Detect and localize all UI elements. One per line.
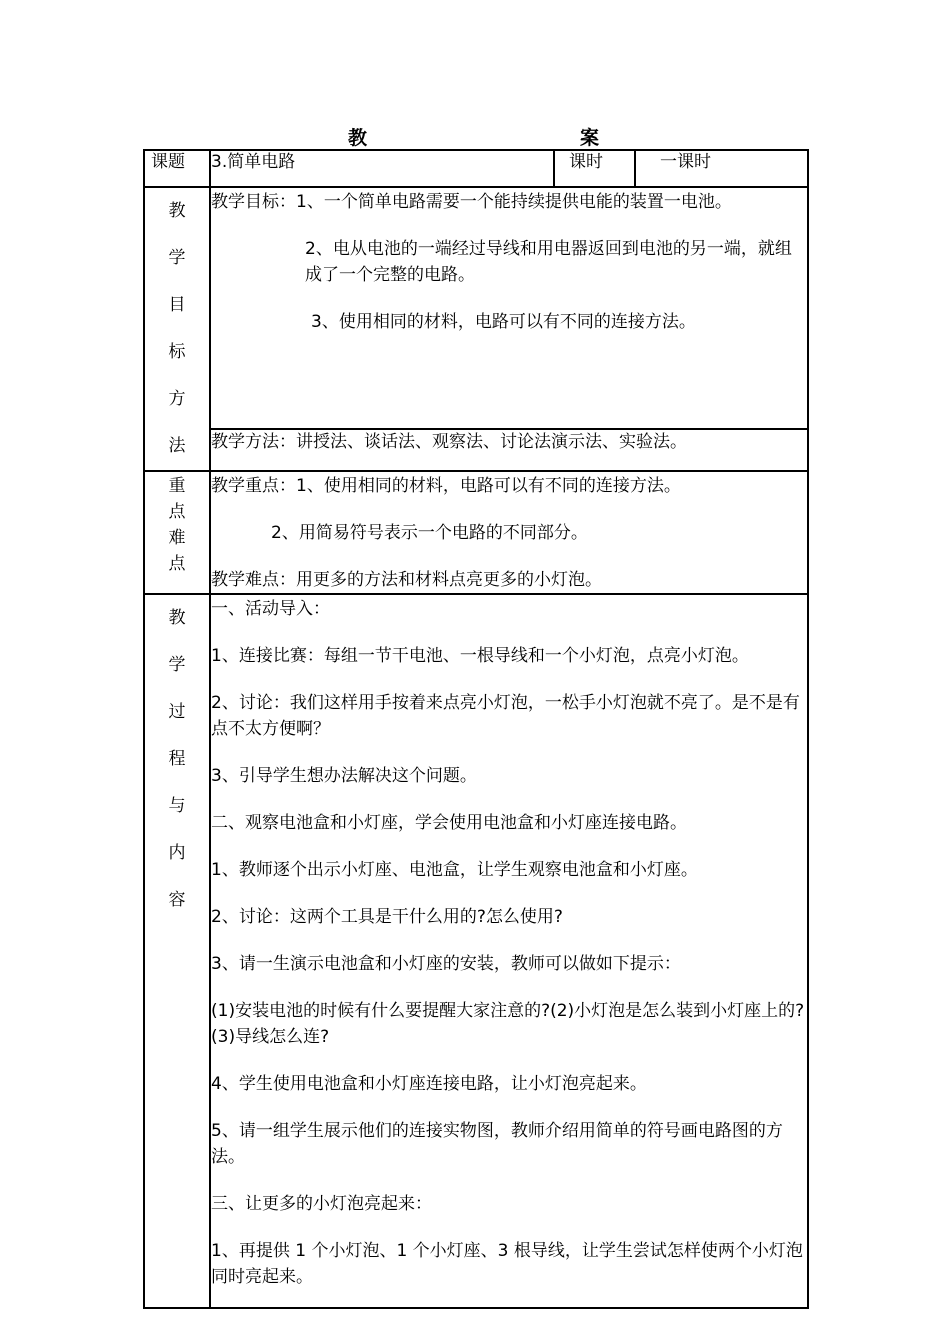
topic-label-cell <box>144 150 210 187</box>
keypoints-cell <box>210 471 808 594</box>
process-side-label-cell <box>144 594 210 1308</box>
document-title <box>143 123 807 149</box>
hours-label-cell <box>554 150 635 187</box>
topic-value: 3.简单电路 <box>211 152 296 172</box>
process-paragraph: 二、观察电池盒和小灯座，学会使用电池盒和小灯座连接电路。 <box>211 813 687 833</box>
difficulty: 教学难点：用更多的方法和材料点亮更多的小灯泡。 <box>211 570 602 590</box>
goals-intro: 教学目标：1、一个简单电路需要一个能持续提供电能的装置一电池。 <box>211 192 732 212</box>
keypoints-side-label: 重 点 难 点 <box>168 476 203 574</box>
process-row <box>144 594 808 1308</box>
teaching-methods: 教学方法：讲授法、谈话法、观察法、讨论法演示法、实验法。 <box>211 431 687 452</box>
methods-cell <box>210 429 808 471</box>
process-paragraph: 1、连接比赛：每组一节干电池、一根导线和一个小灯泡，点亮小灯泡。 <box>211 646 749 666</box>
process-side-label: 教 学 过 程 与 内 容 <box>168 608 203 910</box>
goal-2: 2、电从电池的一端经过导线和用电器返回到电池的另一端，就组成了一个完整的电路。 <box>305 239 792 285</box>
process-paragraph: 3、引导学生想办法解决这个问题。 <box>211 766 477 786</box>
objectives-side-label: 教 学 目 标 方 法 <box>168 201 203 456</box>
hours-value-cell <box>635 150 808 187</box>
keypoints-side-label-cell <box>144 471 210 594</box>
process-paragraph: (1)安装电池的时候有什么要提醒大家注意的?(2)小灯泡是怎么装到小灯座上的?(3)导线怎么连? <box>211 1001 805 1047</box>
lesson-plan-table <box>143 149 809 1309</box>
process-cell <box>210 594 808 1308</box>
objectives-row <box>144 187 808 429</box>
title-char-2: 案 <box>580 127 600 149</box>
process-paragraph: 5、请一组学生展示他们的连接实物图，教师介绍用简单的符号画电路图的方法。 <box>211 1121 783 1167</box>
process-paragraph: 2、讨论：这两个工具是干什么用的?怎么使用? <box>211 907 563 927</box>
methods-row <box>144 429 808 471</box>
focus-2: 2、用简易符号表示一个电路的不同部分。 <box>271 523 588 543</box>
process-paragraph: 一、活动导入： <box>211 599 330 619</box>
objectives-cell <box>210 187 808 429</box>
topic-value-cell <box>210 150 554 187</box>
process-paragraph-list <box>211 596 807 1290</box>
hours-label: 课时 <box>569 152 603 172</box>
process-paragraph: 4、学生使用电池盒和小灯座连接电路，让小灯泡亮起来。 <box>211 1074 647 1094</box>
process-paragraph: 2、讨论：我们这样用手按着来点亮小灯泡，一松手小灯泡就不亮了。是不是有点不太方便啊？ <box>211 693 800 739</box>
keypoints-row <box>144 471 808 594</box>
hours-value: 一课时 <box>660 152 711 172</box>
process-paragraph: 1、再提供 1 个小灯泡、1 个小灯座、3 根导线，让学生尝试怎样使两个小灯泡同时亮起来。 <box>211 1241 803 1287</box>
objectives-side-label-cell <box>144 187 210 471</box>
header-row <box>144 150 808 187</box>
process-paragraph: 1、教师逐个出示小灯座、电池盒，让学生观察电池盒和小灯座。 <box>211 860 698 880</box>
topic-label: 课题 <box>151 152 185 172</box>
process-paragraph: 3、请一生演示电池盒和小灯座的安装，教师可以做如下提示： <box>211 954 681 974</box>
focus-1: 教学重点：1、使用相同的材料，电路可以有不同的连接方法。 <box>211 476 681 496</box>
title-char-1: 教 <box>348 127 368 149</box>
process-paragraph: 三、让更多的小灯泡亮起来： <box>211 1194 432 1214</box>
goal-3: 3、使用相同的材料，电路可以有不同的连接方法。 <box>311 312 696 332</box>
